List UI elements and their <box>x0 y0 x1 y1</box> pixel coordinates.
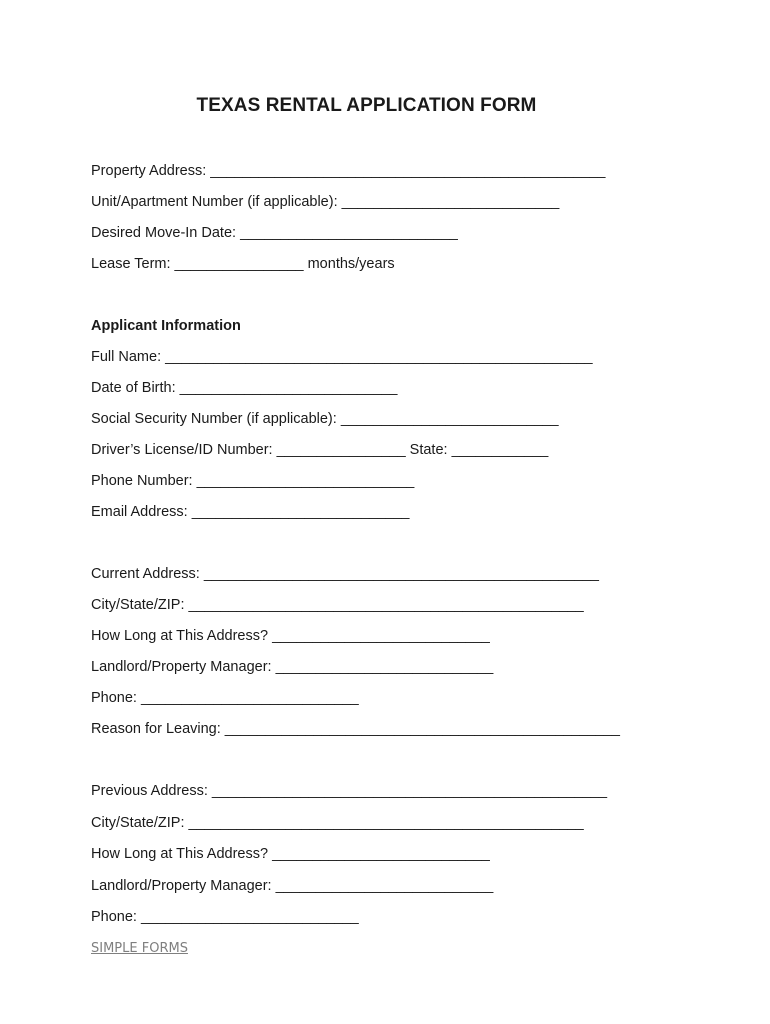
previous-landlord-field[interactable]: Landlord/Property Manager: ___________________________ <box>91 878 494 894</box>
phone-number-field[interactable]: Phone Number: ___________________________ <box>91 473 415 489</box>
reason-for-leaving-field[interactable]: Reason for Leaving: _________________________________________________ <box>91 721 620 737</box>
previous-address-field[interactable]: Previous Address: _________________________________________________ <box>91 783 608 799</box>
email-address-field[interactable]: Email Address: ___________________________ <box>91 504 410 520</box>
current-city-state-zip-field[interactable]: City/State/ZIP: _________________________________________________ <box>91 597 584 613</box>
property-address-field[interactable]: Property Address: _________________________________________________ <box>91 163 606 179</box>
previous-city-state-zip-field[interactable]: City/State/ZIP: _________________________________________________ <box>91 815 584 831</box>
previous-landlord-phone-field[interactable]: Phone: ___________________________ <box>91 909 359 925</box>
unit-number-field[interactable]: Unit/Apartment Number (if applicable): ___________________________ <box>91 194 560 210</box>
current-landlord-phone-field[interactable]: Phone: ___________________________ <box>91 690 359 706</box>
lease-term-field[interactable]: Lease Term: ________________ months/years <box>91 256 395 272</box>
current-address-field[interactable]: Current Address: _________________________________________________ <box>91 566 599 582</box>
current-how-long-field[interactable]: How Long at This Address? ___________________________ <box>91 628 490 644</box>
current-landlord-field[interactable]: Landlord/Property Manager: ___________________________ <box>91 659 494 675</box>
form-title: TEXAS RENTAL APPLICATION FORM <box>196 95 537 116</box>
date-of-birth-field[interactable]: Date of Birth: ___________________________ <box>91 380 398 396</box>
license-state-field[interactable]: Driver’s License/ID Number: ________________ State: ____________ <box>91 442 549 458</box>
full-name-field[interactable]: Full Name: _____________________________________________________ <box>91 349 593 365</box>
ssn-field[interactable]: Social Security Number (if applicable): ___________________________ <box>91 411 559 427</box>
move-in-date-field[interactable]: Desired Move-In Date: ___________________________ <box>91 225 458 241</box>
footer-link[interactable]: SIMPLE FORMS <box>91 941 188 956</box>
previous-how-long-field[interactable]: How Long at This Address? ___________________________ <box>91 846 490 862</box>
applicant-info-heading: Applicant Information <box>91 318 241 334</box>
